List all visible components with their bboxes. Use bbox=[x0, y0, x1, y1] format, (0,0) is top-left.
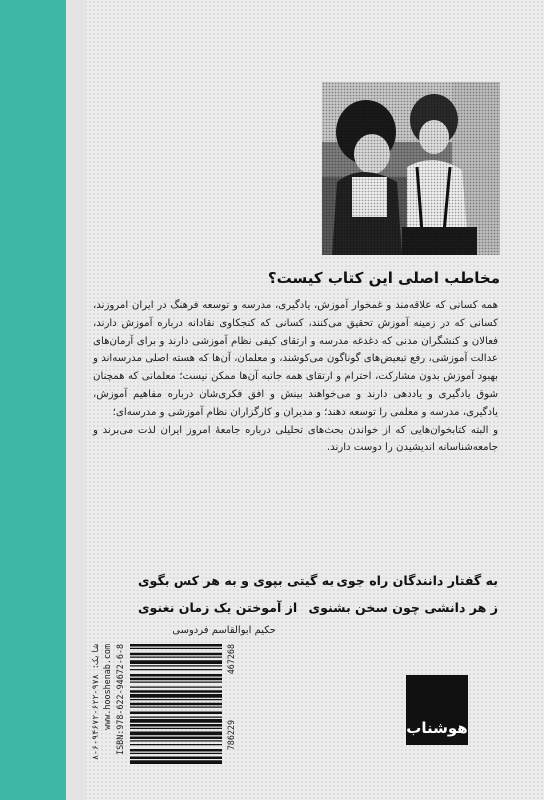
barcode-bar bbox=[130, 665, 222, 666]
publisher-logo bbox=[406, 675, 468, 745]
barcode-bar bbox=[130, 644, 222, 647]
barcode-digits-left: 786229 bbox=[226, 720, 236, 751]
barcode-bar bbox=[130, 732, 222, 736]
barcode-bar bbox=[130, 694, 222, 698]
barcode-bars bbox=[130, 644, 225, 798]
barcode-bar bbox=[130, 674, 222, 677]
barcode-bar bbox=[130, 699, 222, 700]
barcode-bar bbox=[130, 719, 222, 723]
barcode-bar bbox=[130, 724, 222, 727]
publisher-website-text: www.hooshenab.com bbox=[102, 644, 112, 730]
barcode-bar bbox=[130, 753, 222, 754]
barcode-bar bbox=[130, 690, 222, 693]
barcode-bar bbox=[130, 757, 222, 760]
barcode-block bbox=[86, 638, 286, 798]
spine-accent-band bbox=[0, 0, 66, 800]
description-text bbox=[93, 297, 498, 457]
children-photo-image bbox=[322, 82, 500, 255]
verse-line-1 bbox=[138, 573, 498, 588]
barcode-bar bbox=[130, 740, 222, 741]
barcode-bar bbox=[130, 653, 222, 656]
barcode-bar bbox=[130, 703, 222, 706]
barcode-bar bbox=[130, 657, 222, 658]
barcode-bar bbox=[130, 682, 222, 683]
isbn-persian-text: شابک: ۹۷۸-۶۲۲-۹۴۶۷۲-۶-۸ bbox=[90, 644, 100, 761]
hemistich: از آموختن یک زمان نغنوی bbox=[138, 600, 298, 615]
hemistich: ز هر دانشی چون سخن بشنوی bbox=[308, 600, 498, 615]
barcode-bar bbox=[130, 712, 222, 715]
barcode-bar bbox=[130, 648, 222, 649]
isbn-label-text: ISBN:978-622-94672-6-8 bbox=[115, 644, 125, 755]
verse-line-2 bbox=[138, 600, 498, 615]
hemistich: به گیتی بپوی و به هر کس بگوی bbox=[138, 573, 335, 588]
barcode-bar bbox=[130, 660, 222, 664]
cover-photo bbox=[322, 82, 500, 255]
barcode-bar bbox=[130, 678, 222, 681]
barcode-bar bbox=[130, 707, 222, 708]
barcode-bar bbox=[130, 760, 222, 764]
hemistich: به گفتار دانندگان راه جوی bbox=[336, 573, 498, 588]
poet-name: حکیم ابوالقاسم فردوسی bbox=[172, 625, 276, 636]
description-paragraph: همه کسانی که علاقه‌مند و غمخوار آموزش، یادگیری، مدرسه و توسعه فرهنگ در ایران امروزند، کسانی که در زمینه آموزش تحقیق می‌کنند، کسانی که کنجکاوی نقادانه درباره آموزش دارند، فعالان و کنشگران مدنی که دغدغه مدرسه و ارتقای کیفی نظام آموزشی دارند و برای آرمان‌های عدالت آموزشی، رفع تبعیض‌های گوناگون می‌کوشند، و معلمان، آن‌ها که هسته اصلی مدرسه‌اند و بهبود آموزش بدون مشارکت، احترام و ارتقای همه جانبه آن‌ها ممکن نیست؛ معلمانی که همچنان شوق یادگیری و یاددهی دارند و می‌خواهند بینش و افق فکری‌شان درباره مفاهیم آموزش، یادگیری، مدرسه و معلمی را توسعه دهند؛ و مدیران و کارگزاران نظام آموزشی و مدرسه‌ای؛ bbox=[93, 300, 498, 418]
barcode-bar bbox=[130, 737, 222, 740]
barcode-bar bbox=[130, 687, 222, 688]
barcode-bar bbox=[130, 749, 222, 752]
section-heading: مخاطب اصلی این کتاب کیست؟ bbox=[267, 269, 500, 287]
barcode-digits-right: 467268 bbox=[226, 644, 236, 675]
spine-fold bbox=[66, 0, 86, 800]
barcode-bar bbox=[130, 744, 222, 745]
barcode-bar bbox=[130, 669, 222, 670]
barcode-bar bbox=[130, 717, 222, 718]
description-paragraph: و البته کتابخوان‌هایی که از خواندن بحث‌های تحلیلی درباره جامعهٔ امروز ایران لذت می‌برند و جامعه‌شناسانه اندیشیدن را دوست دارند. bbox=[93, 424, 498, 454]
poem-verses bbox=[138, 573, 498, 627]
publisher-logo-text: هوشناب bbox=[406, 719, 468, 737]
barcode-bar bbox=[130, 728, 222, 729]
